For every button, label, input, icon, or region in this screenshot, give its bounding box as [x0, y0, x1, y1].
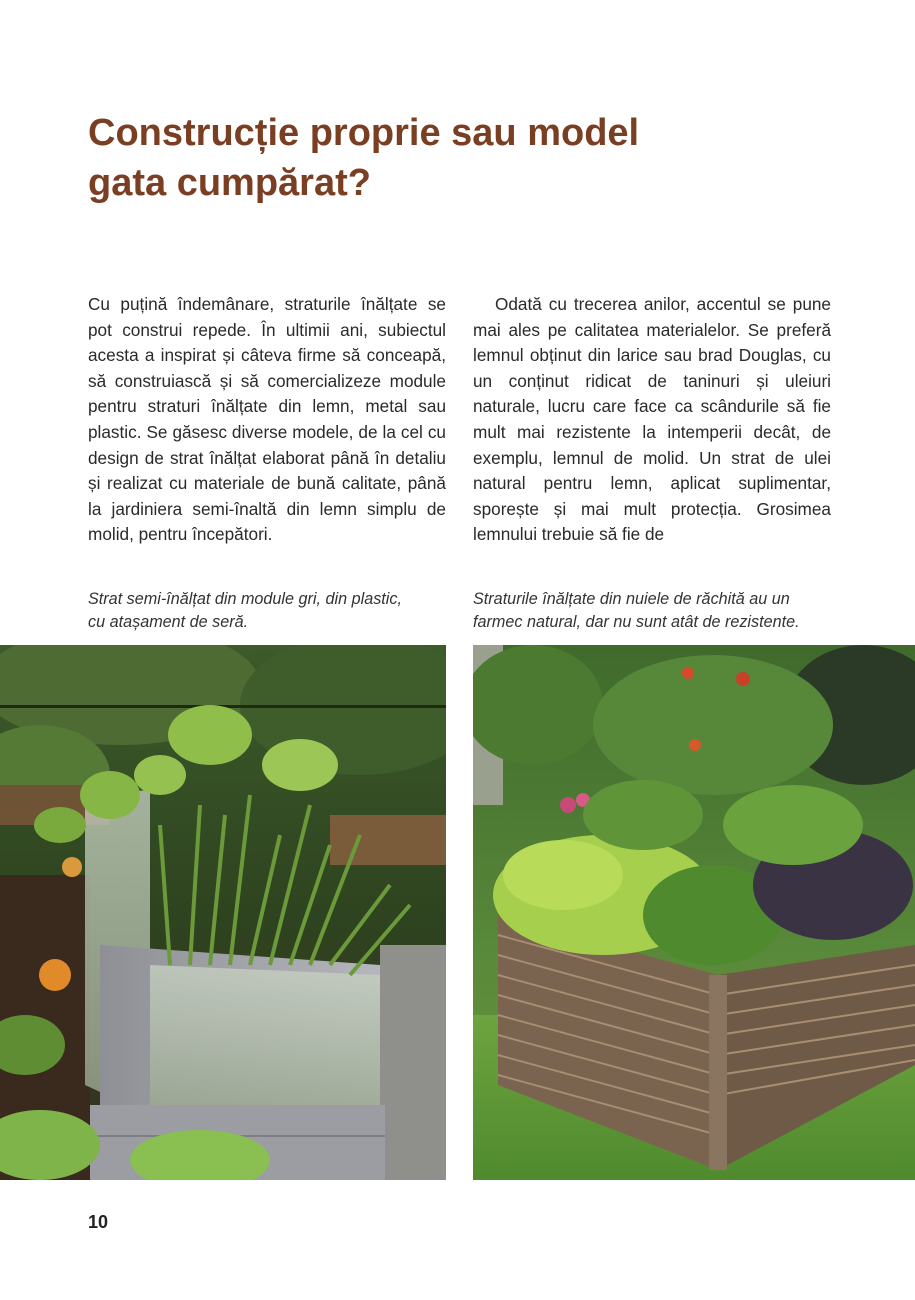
caption-left-line-1: Strat semi-înălțat din module gri, din plastic, — [88, 590, 402, 608]
body-text-right-column: Odată cu trecerea anilor, accentul se pune mai ales pe calitatea materialelor. Se preferă lemnul obținut din larice sau brad Douglas, cu un conținut ridicat de taninuri și uleiuri naturale, lucru care face ca scândurile să fie mult mai rezistente la intemperii decât, de exemplu, lemnul de molid. Un strat de ulei natural pentru lemn, aplicat suplimentar, sporește și mai mult protecția. Grosimea lemnului trebuie să fie de — [473, 294, 831, 545]
page-number: 10 — [88, 1212, 109, 1232]
caption-right-line-1: Straturile înălțate din nuiele de răchită au un — [473, 590, 790, 608]
caption-left-photo — [88, 588, 458, 634]
page-title-line-2: gata cumpărat? — [88, 162, 371, 204]
page-title — [88, 108, 788, 208]
body-text-left-column: Cu puțină îndemânare, straturile înălțate se pot construi repede. În ultimii ani, subiectul acesta a inspirat și câteva firme să conceapă, să construiască și să comercializeze module pentru straturi înălțate din lemn, metal sau plastic. Se găsesc diverse modele, de la cel cu design de strat înălțat elaborat până în detaliu și realizat cu materiale de bună calitate, până la jardiniera semi-înaltă din lemn simplu de molid, pentru începători. — [88, 294, 446, 545]
caption-left-line-2: cu atașament de seră. — [88, 613, 249, 631]
photo-plastic-raised-bed — [0, 645, 446, 1180]
photo-wicker-raised-bed — [473, 645, 915, 1180]
caption-right-photo — [473, 588, 853, 634]
page-title-line-1: Construcție proprie sau model — [88, 112, 640, 154]
caption-right-line-2: farmec natural, dar nu sunt atât de rezistente. — [473, 613, 800, 631]
